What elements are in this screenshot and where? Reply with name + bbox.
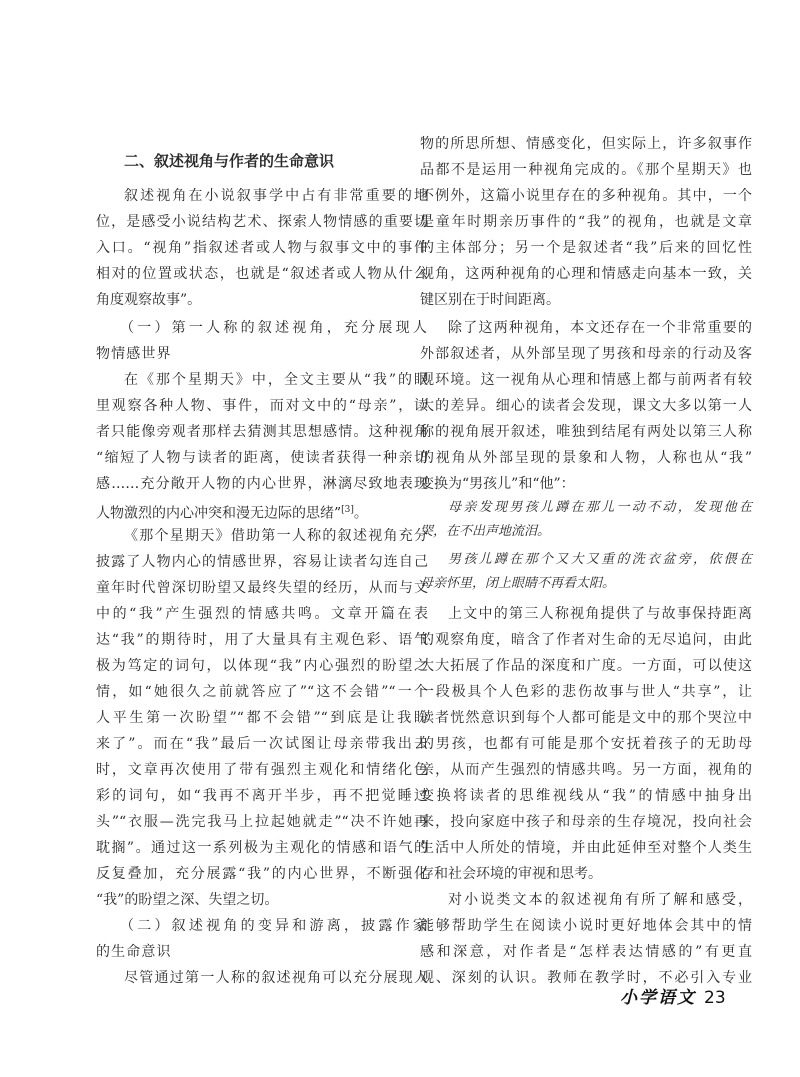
right-line-9: 外部叙述者，从外部呈现了男孩和母亲的行动及客	[420, 346, 752, 362]
subheading-1-line-1: （一）第一人称的叙述视角，充分展现人	[120, 320, 428, 336]
right-line-8: 除了这两种视角，本文还存在一个非常重要的	[448, 320, 752, 336]
left-line-18: 达“我”的期待时，用了大量具有主观色彩、语气	[96, 632, 428, 648]
right-line-28: 生活中人所处的情境，并由此延伸至对整个人类生	[420, 840, 752, 856]
right-line-19: 上文中的第三人称视角提供了与故事保持距离	[448, 606, 752, 622]
right-line-20: 的观察角度，暗含了作者对生命的无尽追问，由此	[420, 632, 752, 648]
subheading-2-line-1: （二）叙述视角的变异和游离，披露作家	[120, 918, 428, 934]
right-line-5: 的主体部分；另一个是叙述者“我”后来的回忆性	[420, 240, 752, 256]
left-line-21: 人平生第一次盼望”“都不会错”“到底是让我盼	[96, 710, 428, 726]
page-number: 23	[704, 988, 726, 1008]
quote-2-line-2: 母亲怀里，闭上眼睛不再看太阳。	[420, 576, 616, 591]
left-line-27: 反复叠加，充分展露“我”的内心世界，不断强化	[96, 866, 428, 882]
left-line-8: 在《那个星期天》中，全文主要从“我”的眼	[124, 372, 428, 388]
right-line-6: 视角，这两种视角的心理和情感走向基本一致，关	[420, 266, 752, 282]
right-line-13: 的视角从外部呈现的景象和人物，人称也从“我”	[420, 450, 752, 466]
left-line-24: 彩的词句，如“我再不离开半步，再不把觉睡过	[96, 788, 428, 804]
left-line-17: 中的“我”产生强烈的情感共鸣。文章开篇在表	[96, 606, 428, 622]
left-line-13-text: 人物激烈的内心冲突和漫无边际的思绪”	[96, 505, 342, 522]
left-line-26: 耽搁”。通过这一系列极为主观化的情感和语气的	[96, 840, 428, 856]
right-line-30: 对小说类文本的叙述视角有所了解和感受，	[448, 892, 752, 908]
quote-1-line-1: 母亲发现男孩儿蹲在那儿一动不动，发现他在	[448, 500, 752, 515]
right-line-1: 物的所思所想、情感变化，但实际上，许多叙事作	[420, 136, 752, 152]
left-line-22: 来了”。而在“我”最后一次试图让母亲带我出去	[96, 736, 428, 752]
left-line-11: “缩短了人物与读者的距离，使读者获得一种亲切	[96, 450, 428, 466]
right-line-27: 来，投向家庭中孩子和母亲的生存境况，投向社会	[420, 814, 752, 830]
right-line-25: 亲，从而产生强烈的情感共鸣。另一方面，视角的	[420, 762, 752, 778]
left-line-10: 者只能像旁观者那样去猜测其思想感情。这种视角	[96, 424, 428, 440]
right-line-3: 不例外，这篇小说里存在的多种视角。其中，一个	[420, 188, 752, 204]
left-line-20: 情，如“她很久之前就答应了”“这不会错”“一个	[96, 684, 428, 700]
right-line-31: 能够帮助学生在阅读小说时更好地体会其中的情	[420, 918, 752, 934]
page-footer	[620, 983, 726, 1008]
left-line-25: 头”“衣服—洗完我马上拉起她就走”“决不许她再	[96, 814, 428, 830]
quote-2-line-1: 男孩儿蹲在那个又大又重的洗衣盆旁，依偎在	[448, 552, 752, 567]
left-line-1: 叙述视角在小说叙事学中占有非常重要的地	[124, 188, 428, 204]
right-line-11: 大的差异。细心的读者会发现，课文大多以第一人	[420, 398, 752, 414]
citation-tail: 。	[353, 505, 368, 522]
right-line-21: 大大拓展了作品的深度和广度。一方面，可以使这	[420, 658, 752, 674]
right-line-33: 观、深刻的认识。教师在教学时，不必引入专业	[420, 970, 752, 986]
subheading-2-line-2: 的生命意识	[96, 944, 172, 960]
left-line-13	[96, 499, 368, 525]
journal-name: 小学语文	[620, 988, 696, 1008]
left-line-16: 童年时代曾深切盼望又最终失望的经历，从而与文	[96, 580, 428, 596]
right-line-26: 变换将读者的思维视线从“我”的情感中抽身出	[420, 788, 752, 804]
right-line-32: 感和深意，对作者是“怎样表达情感的”有更直	[420, 944, 752, 960]
left-line-31: 尽管通过第一人称的叙述视角可以充分展现人	[124, 970, 428, 986]
left-line-3: 入口。“视角”指叙述者或人物与叙事文中的事件	[96, 240, 428, 256]
right-line-29: 存和社会环境的审视和思考。	[420, 866, 602, 882]
right-line-7: 键区别在于时间距离。	[420, 292, 560, 308]
right-line-4: 是童年时期亲历事件的“我”的视角，也就是文章	[420, 214, 752, 230]
left-line-12: 感……充分敞开人物的内心世界，淋漓尽致地表现	[96, 476, 428, 492]
left-line-2: 位，是感受小说结构艺术、探索人物情感的重要切	[96, 214, 428, 230]
section-heading: 二、叙述视角与作者的生命意识	[124, 152, 335, 170]
right-line-24: 的男孩，也都有可能是那个安抚着孩子的无助母	[420, 736, 752, 752]
left-line-19: 极为笃定的词句，以体现“我”内心强烈的盼望之	[96, 658, 428, 674]
left-line-23: 时，文章再次使用了带有强烈主观化和情绪化色	[96, 762, 428, 778]
left-line-14: 《那个星期天》借助第一人称的叙述视角充分	[124, 528, 428, 544]
left-line-9: 里观察各种人物、事件，而对文中的“母亲”，读	[96, 398, 428, 414]
right-line-22: 一段极具个人色彩的悲伤故事与世人“共享”，让	[420, 684, 752, 700]
left-line-15: 披露了人物内心的情感世界，容易让读者勾连自己	[96, 554, 428, 570]
left-line-28: “我”的盼望之深、失望之切。	[96, 892, 279, 908]
left-line-4: 相对的位置或状态，也就是“叙述者或人物从什么	[96, 266, 428, 282]
right-line-10: 观环境。这一视角从心理和情感上都与前两者有较	[420, 372, 752, 388]
right-line-2: 品都不是运用一种视角完成的。《那个星期天》也	[420, 162, 752, 178]
right-line-12: 称的视角展开叙述，唯独到结尾有两处以第三人称	[420, 424, 752, 440]
right-line-14: 变换为“男孩儿”和“他”：	[420, 476, 575, 492]
left-line-5: 角度观察故事”。	[96, 292, 202, 308]
quote-1-line-2: 哭，在不出声地流泪。	[420, 524, 551, 539]
right-line-23: 读者恍然意识到每个人都可能是文中的那个哭泣中	[420, 710, 752, 726]
subheading-1-line-2: 物情感世界	[96, 346, 172, 362]
citation-mark: [3]	[341, 505, 354, 515]
